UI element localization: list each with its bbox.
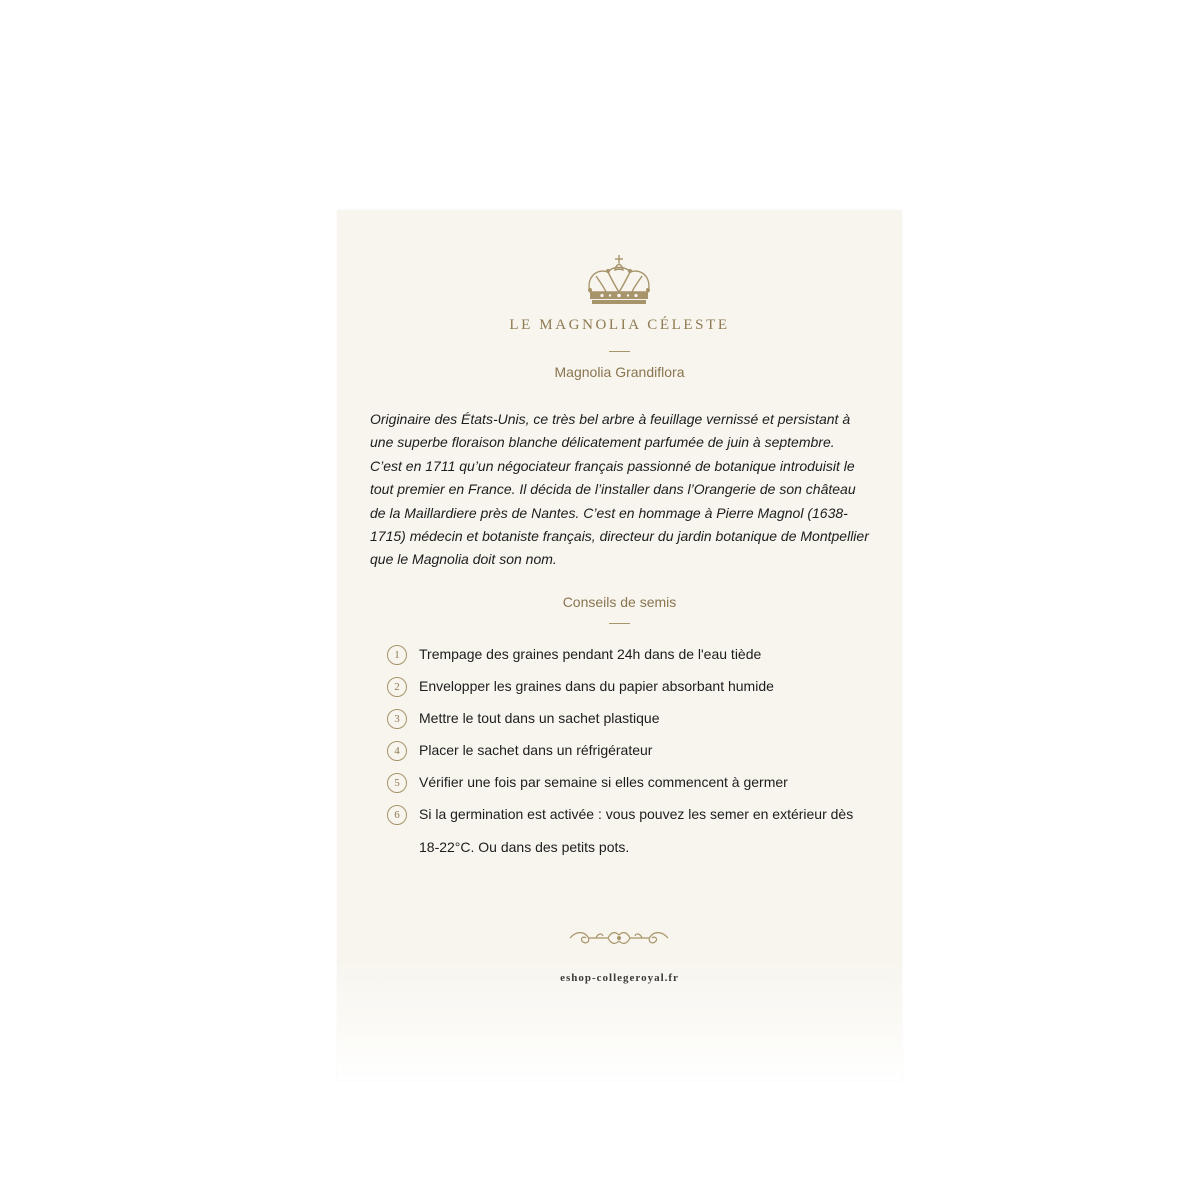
step-text: Envelopper les graines dans du papier absorbant humide xyxy=(419,678,774,694)
step-number: 5 xyxy=(387,773,407,793)
step-text: Si la germination est activée : vous pouvez les semer en extérieur dès 18-22°C. Ou dans des petits pots. xyxy=(419,806,854,855)
flourish-ornament-icon xyxy=(568,927,670,949)
step-text: Trempage des graines pendant 24h dans de l'eau tiède xyxy=(419,646,762,662)
step-item xyxy=(387,805,877,865)
step-number: 6 xyxy=(387,805,407,825)
step-number: 2 xyxy=(387,677,407,697)
step-text: Vérifier une fois par semaine si elles commencent à germer xyxy=(419,774,788,790)
step-number: 4 xyxy=(387,741,407,761)
step-text: Mettre le tout dans un sachet plastique xyxy=(419,710,660,726)
section-divider xyxy=(609,623,630,624)
website-link[interactable]: eshop-collegeroyal.fr xyxy=(560,972,679,984)
section-title: Conseils de semis xyxy=(562,594,677,610)
crown-icon xyxy=(582,254,656,310)
intro-paragraph: Originaire des États-Unis, ce très bel arbre à feuillage vernissé et persistant à une superbe floraison blanche délicatement parfumée de juin à septembre. C’est en 1711 qu’un négociateur français passionné de botanique introduisit le tout premier en France. Il décida de l’installer dans l’Orangerie de son château de la Maillardiere près de Nantes. C’est en hommage à Pierre Magnol (1638-1715) médecin et botaniste français, directeur du jardin botanique de Montpellier que le Magnolia doit son nom. xyxy=(370,411,869,568)
species-subtitle: Magnolia Grandiflora xyxy=(554,364,685,380)
step-number: 3 xyxy=(387,709,407,729)
seed-card xyxy=(337,210,902,1080)
step-number: 1 xyxy=(387,645,407,665)
steps-list xyxy=(387,645,877,865)
intro-text xyxy=(370,408,870,572)
card-title: LE MAGNOLIA CÉLESTE xyxy=(509,317,730,333)
step-text: Placer le sachet dans un réfrigérateur xyxy=(419,742,653,758)
title-divider xyxy=(609,351,630,352)
